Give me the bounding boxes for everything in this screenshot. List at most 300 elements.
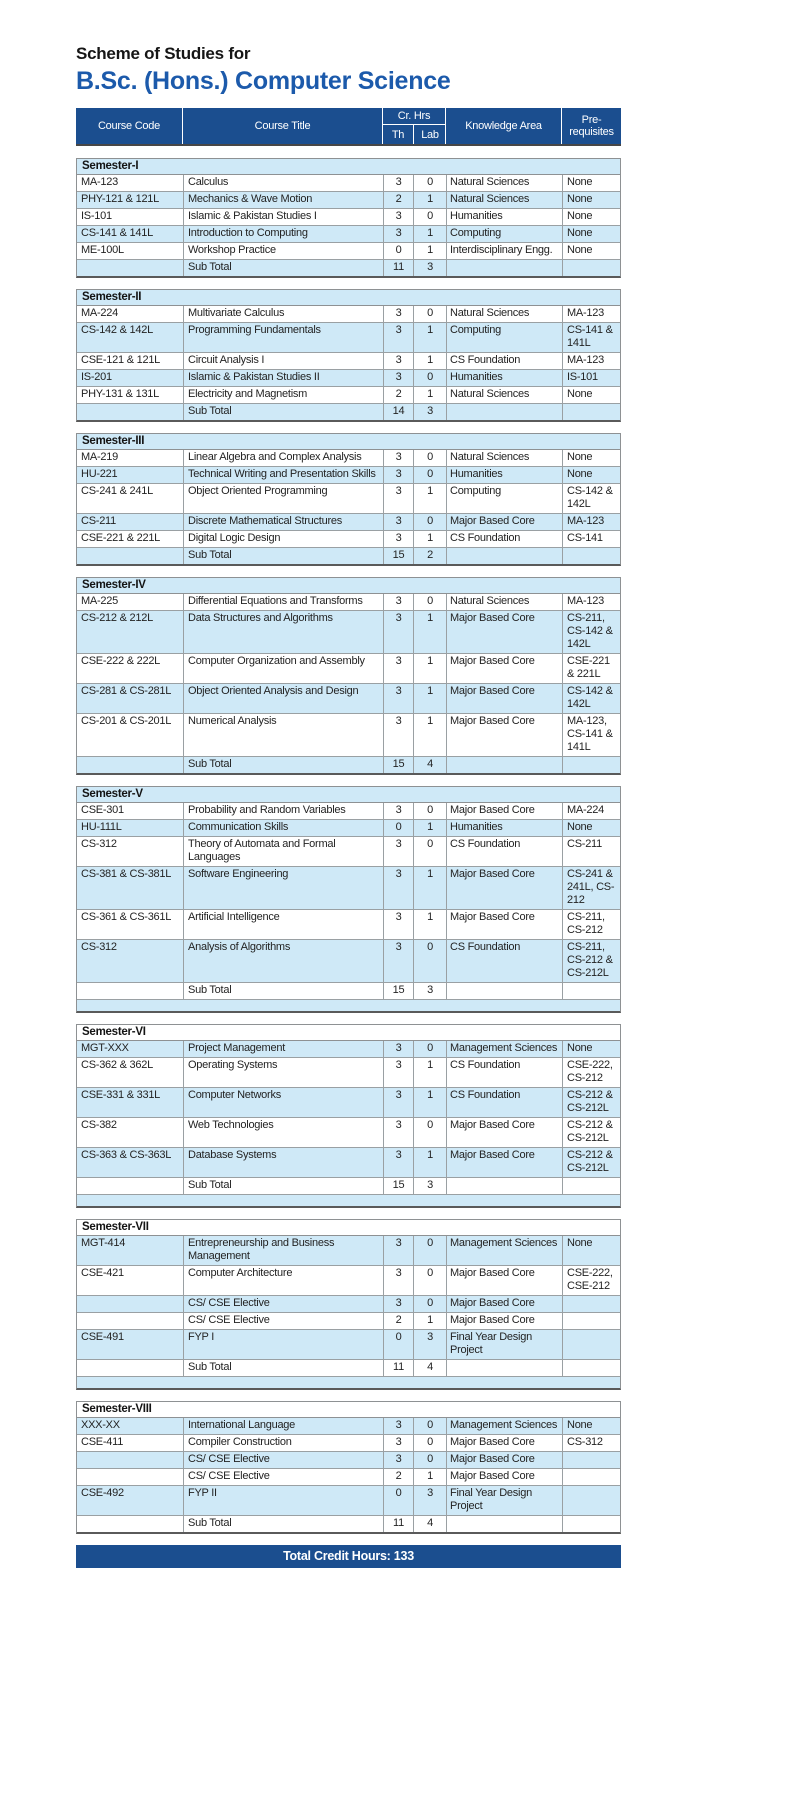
course-title-cell: Sub Total bbox=[183, 1516, 383, 1532]
lab-hours-cell: 4 bbox=[413, 1516, 446, 1532]
course-code-cell: PHY-131 & 131L bbox=[81, 388, 160, 400]
knowledge-area-cell: Natural Sciences bbox=[446, 387, 562, 403]
theory-hours-cell: 3 bbox=[383, 175, 413, 191]
subtotal-row bbox=[77, 403, 620, 420]
course-code-cell: CSE-421 bbox=[81, 1267, 124, 1279]
knowledge-area-cell: Humanities bbox=[446, 370, 562, 386]
course-title-cell: Theory of Automata and Formal Languages bbox=[183, 837, 383, 866]
semester-block bbox=[76, 1401, 621, 1534]
course-row bbox=[77, 322, 620, 352]
lab-hours-cell: 2 bbox=[413, 548, 446, 564]
header-knowledge-area: Knowledge Area bbox=[445, 108, 561, 144]
knowledge-area-cell: Major Based Core bbox=[446, 1313, 562, 1329]
lab-hours-cell: 1 bbox=[413, 353, 446, 369]
semester-title: Semester-III bbox=[77, 434, 620, 450]
course-code-cell: CSE-221 & 221L bbox=[81, 532, 161, 544]
prerequisites-cell: CSE-222, CS-212 bbox=[562, 1058, 622, 1087]
knowledge-area-cell: Management Sciences bbox=[446, 1236, 562, 1265]
knowledge-area-cell bbox=[446, 757, 562, 773]
course-code-cell: MA-219 bbox=[81, 451, 119, 463]
course-code-cell bbox=[77, 1313, 183, 1329]
page-subtitle: Scheme of Studies for bbox=[76, 44, 251, 63]
course-title-cell: Introduction to Computing bbox=[183, 226, 383, 242]
knowledge-area-cell: Humanities bbox=[446, 209, 562, 225]
lab-hours-cell: 0 bbox=[413, 1236, 446, 1265]
lab-hours-cell: 0 bbox=[413, 1041, 446, 1057]
semester-blocks bbox=[76, 158, 621, 1534]
course-row bbox=[77, 1147, 620, 1177]
course-row bbox=[77, 1087, 620, 1117]
header-credit-hours bbox=[382, 108, 445, 144]
course-row bbox=[77, 175, 620, 191]
lab-hours-cell: 1 bbox=[413, 192, 446, 208]
lab-hours-cell: 1 bbox=[413, 531, 446, 547]
course-title-cell: Islamic & Pakistan Studies II bbox=[183, 370, 383, 386]
prerequisites-cell: CS-212 & CS-212L bbox=[562, 1148, 622, 1177]
theory-hours-cell: 3 bbox=[383, 1266, 413, 1295]
knowledge-area-cell: Management Sciences bbox=[446, 1418, 562, 1434]
lab-hours-cell: 0 bbox=[413, 837, 446, 866]
course-row bbox=[77, 386, 620, 403]
knowledge-area-cell bbox=[446, 260, 562, 276]
course-code-cell: CS-201 & CS-201L bbox=[81, 715, 172, 727]
lab-hours-cell: 1 bbox=[413, 684, 446, 713]
theory-hours-cell: 3 bbox=[383, 940, 413, 982]
lab-hours-cell: 0 bbox=[413, 1118, 446, 1147]
theory-hours-cell: 3 bbox=[383, 867, 413, 909]
theory-hours-cell: 3 bbox=[383, 226, 413, 242]
prerequisites-cell: MA-123, CS-141 & 141L bbox=[562, 714, 622, 756]
course-code-cell: CS-312 bbox=[81, 941, 117, 953]
course-code-cell: CS-361 & CS-361L bbox=[81, 911, 172, 923]
theory-hours-cell: 3 bbox=[383, 484, 413, 513]
theory-hours-cell: 3 bbox=[383, 714, 413, 756]
course-title-cell: Islamic & Pakistan Studies I bbox=[183, 209, 383, 225]
prerequisites-cell: None bbox=[562, 820, 622, 836]
subtotal-row bbox=[77, 1177, 620, 1194]
course-title-cell: Multivariate Calculus bbox=[183, 306, 383, 322]
prerequisites-cell bbox=[562, 260, 622, 276]
theory-hours-cell: 3 bbox=[383, 1088, 413, 1117]
course-row bbox=[77, 866, 620, 909]
lab-hours-cell: 3 bbox=[413, 983, 446, 999]
knowledge-area-cell bbox=[446, 404, 562, 420]
knowledge-area-cell: CS Foundation bbox=[446, 837, 562, 866]
course-title-cell: Software Engineering bbox=[183, 867, 383, 909]
theory-hours-cell: 3 bbox=[383, 1058, 413, 1087]
course-code-cell bbox=[77, 548, 183, 564]
knowledge-area-cell: Major Based Core bbox=[446, 1148, 562, 1177]
lab-hours-cell: 0 bbox=[413, 803, 446, 819]
lab-hours-cell: 1 bbox=[413, 387, 446, 403]
knowledge-area-cell: Major Based Core bbox=[446, 803, 562, 819]
prerequisites-cell: None bbox=[562, 450, 622, 466]
course-row bbox=[77, 1329, 620, 1359]
course-row bbox=[77, 594, 620, 610]
course-code-cell: CS-212 & 212L bbox=[81, 612, 153, 624]
knowledge-area-cell bbox=[446, 1178, 562, 1194]
lab-hours-cell: 0 bbox=[413, 940, 446, 982]
course-title-cell: Linear Algebra and Complex Analysis bbox=[183, 450, 383, 466]
course-code-cell: CS-281 & CS-281L bbox=[81, 685, 172, 697]
theory-hours-cell: 11 bbox=[383, 1360, 413, 1376]
prerequisites-cell: None bbox=[562, 226, 622, 242]
prerequisites-cell: None bbox=[562, 209, 622, 225]
course-code-cell: CS-312 bbox=[81, 838, 117, 850]
course-title-cell: Probability and Random Variables bbox=[183, 803, 383, 819]
prerequisites-cell: MA-123 bbox=[562, 594, 622, 610]
course-title-cell: Workshop Practice bbox=[183, 243, 383, 259]
theory-hours-cell: 2 bbox=[383, 192, 413, 208]
course-code-cell bbox=[77, 1178, 183, 1194]
knowledge-area-cell bbox=[446, 1360, 562, 1376]
spacer-strip bbox=[77, 1376, 620, 1388]
theory-hours-cell: 14 bbox=[383, 404, 413, 420]
semester-block bbox=[76, 577, 621, 775]
course-row bbox=[77, 653, 620, 683]
theory-hours-cell: 11 bbox=[383, 1516, 413, 1532]
course-row bbox=[77, 466, 620, 483]
lab-hours-cell: 1 bbox=[413, 820, 446, 836]
theory-hours-cell: 15 bbox=[383, 548, 413, 564]
course-title-cell: Numerical Analysis bbox=[183, 714, 383, 756]
knowledge-area-cell bbox=[446, 983, 562, 999]
prerequisites-cell bbox=[562, 1452, 622, 1468]
theory-hours-cell: 3 bbox=[383, 1452, 413, 1468]
course-row bbox=[77, 450, 620, 466]
lab-hours-cell: 0 bbox=[413, 1296, 446, 1312]
prerequisites-cell: IS-101 bbox=[562, 370, 622, 386]
prerequisites-cell: CS-141 & 141L bbox=[562, 323, 622, 352]
course-code-cell: PHY-121 & 121L bbox=[81, 193, 160, 205]
theory-hours-cell: 3 bbox=[383, 1118, 413, 1147]
course-title-cell: CS/ CSE Elective bbox=[183, 1296, 383, 1312]
knowledge-area-cell: Final Year Design Project bbox=[446, 1330, 562, 1359]
course-code-cell: CS-363 & CS-363L bbox=[81, 1149, 172, 1161]
course-title-cell: Technical Writing and Presentation Skills bbox=[183, 467, 383, 483]
knowledge-area-cell: Computing bbox=[446, 226, 562, 242]
course-title-cell: FYP I bbox=[183, 1330, 383, 1359]
course-title-cell: Database Systems bbox=[183, 1148, 383, 1177]
knowledge-area-cell: Management Sciences bbox=[446, 1041, 562, 1057]
theory-hours-cell: 3 bbox=[383, 1418, 413, 1434]
prerequisites-cell: None bbox=[562, 387, 622, 403]
theory-hours-cell: 3 bbox=[383, 467, 413, 483]
semester-title: Semester-V bbox=[77, 787, 620, 803]
prerequisites-cell bbox=[562, 1330, 622, 1359]
course-row bbox=[77, 939, 620, 982]
prerequisites-cell: MA-123 bbox=[562, 514, 622, 530]
course-row bbox=[77, 1041, 620, 1057]
knowledge-area-cell: Major Based Core bbox=[446, 1118, 562, 1147]
theory-hours-cell: 3 bbox=[383, 611, 413, 653]
course-title-cell: Sub Total bbox=[183, 1360, 383, 1376]
prerequisites-cell bbox=[562, 1296, 622, 1312]
semester-block bbox=[76, 289, 621, 422]
course-code-cell: CS-241 & 241L bbox=[81, 485, 153, 497]
course-row bbox=[77, 803, 620, 819]
semester-title: Semester-II bbox=[77, 290, 620, 306]
subtotal-row bbox=[77, 756, 620, 773]
lab-hours-cell: 0 bbox=[413, 306, 446, 322]
lab-hours-cell: 1 bbox=[413, 1469, 446, 1485]
course-row bbox=[77, 191, 620, 208]
course-title-cell: Sub Total bbox=[183, 548, 383, 564]
lab-hours-cell: 0 bbox=[413, 1418, 446, 1434]
course-title-cell: Object Oriented Programming bbox=[183, 484, 383, 513]
knowledge-area-cell: Major Based Core bbox=[446, 654, 562, 683]
theory-hours-cell: 3 bbox=[383, 1296, 413, 1312]
theory-hours-cell: 2 bbox=[383, 387, 413, 403]
course-title-cell: Sub Total bbox=[183, 757, 383, 773]
subtotal-row bbox=[77, 259, 620, 276]
prerequisites-cell: CS-211 bbox=[562, 837, 622, 866]
course-title-cell: Data Structures and Algorithms bbox=[183, 611, 383, 653]
knowledge-area-cell: Major Based Core bbox=[446, 1435, 562, 1451]
course-row bbox=[77, 483, 620, 513]
header-course-title: Course Title bbox=[182, 108, 382, 144]
course-row bbox=[77, 352, 620, 369]
lab-hours-cell: 0 bbox=[413, 209, 446, 225]
prerequisites-cell: MA-123 bbox=[562, 306, 622, 322]
course-title-cell: Digital Logic Design bbox=[183, 531, 383, 547]
knowledge-area-cell: Major Based Core bbox=[446, 611, 562, 653]
prerequisites-cell: MA-123 bbox=[562, 353, 622, 369]
theory-hours-cell: 3 bbox=[383, 323, 413, 352]
knowledge-area-cell: Major Based Core bbox=[446, 1266, 562, 1295]
prerequisites-cell: None bbox=[562, 1418, 622, 1434]
prerequisites-cell bbox=[562, 1360, 622, 1376]
lab-hours-cell: 4 bbox=[413, 1360, 446, 1376]
knowledge-area-cell: CS Foundation bbox=[446, 1088, 562, 1117]
lab-hours-cell: 1 bbox=[413, 1313, 446, 1329]
prerequisites-cell bbox=[562, 1178, 622, 1194]
course-title-cell: Object Oriented Analysis and Design bbox=[183, 684, 383, 713]
subtotal-row bbox=[77, 1515, 620, 1532]
course-code-cell: CS-211 bbox=[81, 515, 116, 527]
course-row bbox=[77, 1295, 620, 1312]
course-title-cell: Project Management bbox=[183, 1041, 383, 1057]
course-row bbox=[77, 610, 620, 653]
course-row bbox=[77, 1434, 620, 1451]
knowledge-area-cell: Final Year Design Project bbox=[446, 1486, 562, 1515]
prerequisites-cell: None bbox=[562, 1041, 622, 1057]
lab-hours-cell: 3 bbox=[413, 260, 446, 276]
course-title-cell: Sub Total bbox=[183, 983, 383, 999]
semester-block bbox=[76, 1219, 621, 1390]
course-row bbox=[77, 1312, 620, 1329]
knowledge-area-cell: Humanities bbox=[446, 820, 562, 836]
course-title-cell: Computer Architecture bbox=[183, 1266, 383, 1295]
course-code-cell: IS-201 bbox=[81, 371, 112, 383]
theory-hours-cell: 15 bbox=[383, 757, 413, 773]
knowledge-area-cell: Natural Sciences bbox=[446, 192, 562, 208]
course-row bbox=[77, 713, 620, 756]
lab-hours-cell: 1 bbox=[413, 910, 446, 939]
lab-hours-cell: 1 bbox=[413, 1088, 446, 1117]
course-row bbox=[77, 1485, 620, 1515]
course-code-cell: CS-382 bbox=[81, 1119, 117, 1131]
course-title-cell: Compiler Construction bbox=[183, 1435, 383, 1451]
prerequisites-cell: None bbox=[562, 192, 622, 208]
knowledge-area-cell: Major Based Core bbox=[446, 684, 562, 713]
spacer-strip bbox=[77, 1194, 620, 1206]
theory-hours-cell: 15 bbox=[383, 1178, 413, 1194]
course-title-cell: Entrepreneurship and Business Management bbox=[183, 1236, 383, 1265]
theory-hours-cell: 3 bbox=[383, 837, 413, 866]
course-title-cell: Discrete Mathematical Structures bbox=[183, 514, 383, 530]
course-code-cell bbox=[77, 757, 183, 773]
course-title-cell: CS/ CSE Elective bbox=[183, 1313, 383, 1329]
lab-hours-cell: 0 bbox=[413, 594, 446, 610]
theory-hours-cell: 3 bbox=[383, 910, 413, 939]
course-title-cell: Circuit Analysis I bbox=[183, 353, 383, 369]
theory-hours-cell: 3 bbox=[383, 1041, 413, 1057]
knowledge-area-cell: CS Foundation bbox=[446, 1058, 562, 1087]
course-code-cell bbox=[77, 1516, 183, 1532]
course-row bbox=[77, 1117, 620, 1147]
course-row bbox=[77, 1057, 620, 1087]
prerequisites-cell: CS-312 bbox=[562, 1435, 622, 1451]
course-title-cell: Sub Total bbox=[183, 260, 383, 276]
semester-block bbox=[76, 433, 621, 566]
semester-title: Semester-VIII bbox=[77, 1402, 620, 1418]
prerequisites-cell: CS-142 & 142L bbox=[562, 684, 622, 713]
knowledge-area-cell: Natural Sciences bbox=[446, 306, 562, 322]
lab-hours-cell: 3 bbox=[413, 1330, 446, 1359]
theory-hours-cell: 3 bbox=[383, 803, 413, 819]
prerequisites-cell bbox=[562, 757, 622, 773]
subtotal-row bbox=[77, 547, 620, 564]
prerequisites-cell: CSE-222, CSE-212 bbox=[562, 1266, 622, 1295]
course-row bbox=[77, 909, 620, 939]
theory-hours-cell: 3 bbox=[383, 514, 413, 530]
lab-hours-cell: 3 bbox=[413, 1178, 446, 1194]
course-row bbox=[77, 225, 620, 242]
course-code-cell: CSE-491 bbox=[81, 1331, 124, 1343]
course-code-cell: MGT-XXX bbox=[81, 1042, 129, 1054]
header-prerequisites: Pre-requisites bbox=[561, 108, 621, 144]
document-title-block bbox=[76, 44, 800, 96]
prerequisites-cell: None bbox=[562, 467, 622, 483]
prerequisites-cell: CS-141 bbox=[562, 531, 622, 547]
course-row bbox=[77, 306, 620, 322]
course-code-cell: CS-142 & 142L bbox=[81, 324, 153, 336]
course-row bbox=[77, 530, 620, 547]
theory-hours-cell: 3 bbox=[383, 209, 413, 225]
theory-hours-cell: 3 bbox=[383, 1148, 413, 1177]
theory-hours-cell: 3 bbox=[383, 353, 413, 369]
knowledge-area-cell: Major Based Core bbox=[446, 1452, 562, 1468]
theory-hours-cell: 3 bbox=[383, 1236, 413, 1265]
course-title-cell: Mechanics & Wave Motion bbox=[183, 192, 383, 208]
course-title-cell: CS/ CSE Elective bbox=[183, 1469, 383, 1485]
course-row bbox=[77, 1451, 620, 1468]
lab-hours-cell: 0 bbox=[413, 467, 446, 483]
prerequisites-cell bbox=[562, 1469, 622, 1485]
theory-hours-cell: 3 bbox=[383, 654, 413, 683]
course-title-cell: Operating Systems bbox=[183, 1058, 383, 1087]
prerequisites-cell: MA-224 bbox=[562, 803, 622, 819]
table-header bbox=[76, 108, 621, 146]
course-row bbox=[77, 683, 620, 713]
prerequisites-cell: CS-211, CS-142 & 142L bbox=[562, 611, 622, 653]
lab-hours-cell: 1 bbox=[413, 867, 446, 909]
theory-hours-cell: 0 bbox=[383, 243, 413, 259]
course-code-cell: CSE-492 bbox=[81, 1487, 124, 1499]
course-code-cell: HU-111L bbox=[81, 821, 122, 833]
prerequisites-cell bbox=[562, 1313, 622, 1329]
course-title-cell: Computer Networks bbox=[183, 1088, 383, 1117]
semester-block bbox=[76, 786, 621, 1013]
semester-block bbox=[76, 1024, 621, 1208]
knowledge-area-cell: Natural Sciences bbox=[446, 175, 562, 191]
course-code-cell bbox=[77, 1360, 183, 1376]
semester-title: Semester-VI bbox=[77, 1025, 620, 1041]
prerequisites-cell bbox=[562, 983, 622, 999]
total-credit-hours-bar: Total Credit Hours: 133 bbox=[76, 1545, 621, 1568]
knowledge-area-cell bbox=[446, 1516, 562, 1532]
course-code-cell: XXX-XX bbox=[81, 1419, 120, 1431]
prerequisites-cell: CS-211, CS-212 & CS-212L bbox=[562, 940, 622, 982]
course-code-cell bbox=[77, 1469, 183, 1485]
prerequisites-cell: None bbox=[562, 243, 622, 259]
knowledge-area-cell: Major Based Core bbox=[446, 514, 562, 530]
course-code-cell: CS-141 & 141L bbox=[81, 227, 153, 239]
knowledge-area-cell: CS Foundation bbox=[446, 353, 562, 369]
course-title-cell: Programming Fundamentals bbox=[183, 323, 383, 352]
knowledge-area-cell: Interdisciplinary Engg. bbox=[446, 243, 562, 259]
lab-hours-cell: 1 bbox=[413, 1148, 446, 1177]
theory-hours-cell: 2 bbox=[383, 1313, 413, 1329]
knowledge-area-cell: CS Foundation bbox=[446, 940, 562, 982]
header-course-code: Course Code bbox=[97, 120, 161, 132]
knowledge-area-cell: Major Based Core bbox=[446, 714, 562, 756]
course-row bbox=[77, 369, 620, 386]
semester-block bbox=[76, 158, 621, 278]
subtotal-row bbox=[77, 982, 620, 999]
scheme-of-studies-table bbox=[76, 108, 621, 1568]
knowledge-area-cell bbox=[446, 548, 562, 564]
lab-hours-cell: 0 bbox=[413, 1435, 446, 1451]
course-row bbox=[77, 208, 620, 225]
lab-hours-cell: 1 bbox=[413, 226, 446, 242]
course-code-cell: CSE-222 & 222L bbox=[81, 655, 161, 667]
course-title-cell: Communication Skills bbox=[183, 820, 383, 836]
prerequisites-cell bbox=[562, 548, 622, 564]
course-code-cell: CSE-301 bbox=[81, 804, 124, 816]
header-theory-hours: Th bbox=[391, 128, 405, 141]
prerequisites-cell: CS-241 & 241L, CS-212 bbox=[562, 867, 622, 909]
theory-hours-cell: 11 bbox=[383, 260, 413, 276]
lab-hours-cell: 1 bbox=[413, 1058, 446, 1087]
knowledge-area-cell: Computing bbox=[446, 484, 562, 513]
course-code-cell bbox=[77, 260, 183, 276]
lab-hours-cell: 0 bbox=[413, 1452, 446, 1468]
course-code-cell: MA-225 bbox=[81, 595, 119, 607]
course-title-cell: Analysis of Algorithms bbox=[183, 940, 383, 982]
theory-hours-cell: 3 bbox=[383, 594, 413, 610]
subtotal-row bbox=[77, 1359, 620, 1376]
course-title-cell: Web Technologies bbox=[183, 1118, 383, 1147]
lab-hours-cell: 1 bbox=[413, 654, 446, 683]
spacer-strip bbox=[77, 999, 620, 1011]
lab-hours-cell: 0 bbox=[413, 175, 446, 191]
header-cr-hrs-label: Cr. Hrs bbox=[383, 108, 445, 125]
course-title-cell: Sub Total bbox=[183, 404, 383, 420]
theory-hours-cell: 15 bbox=[383, 983, 413, 999]
lab-hours-cell: 0 bbox=[413, 370, 446, 386]
